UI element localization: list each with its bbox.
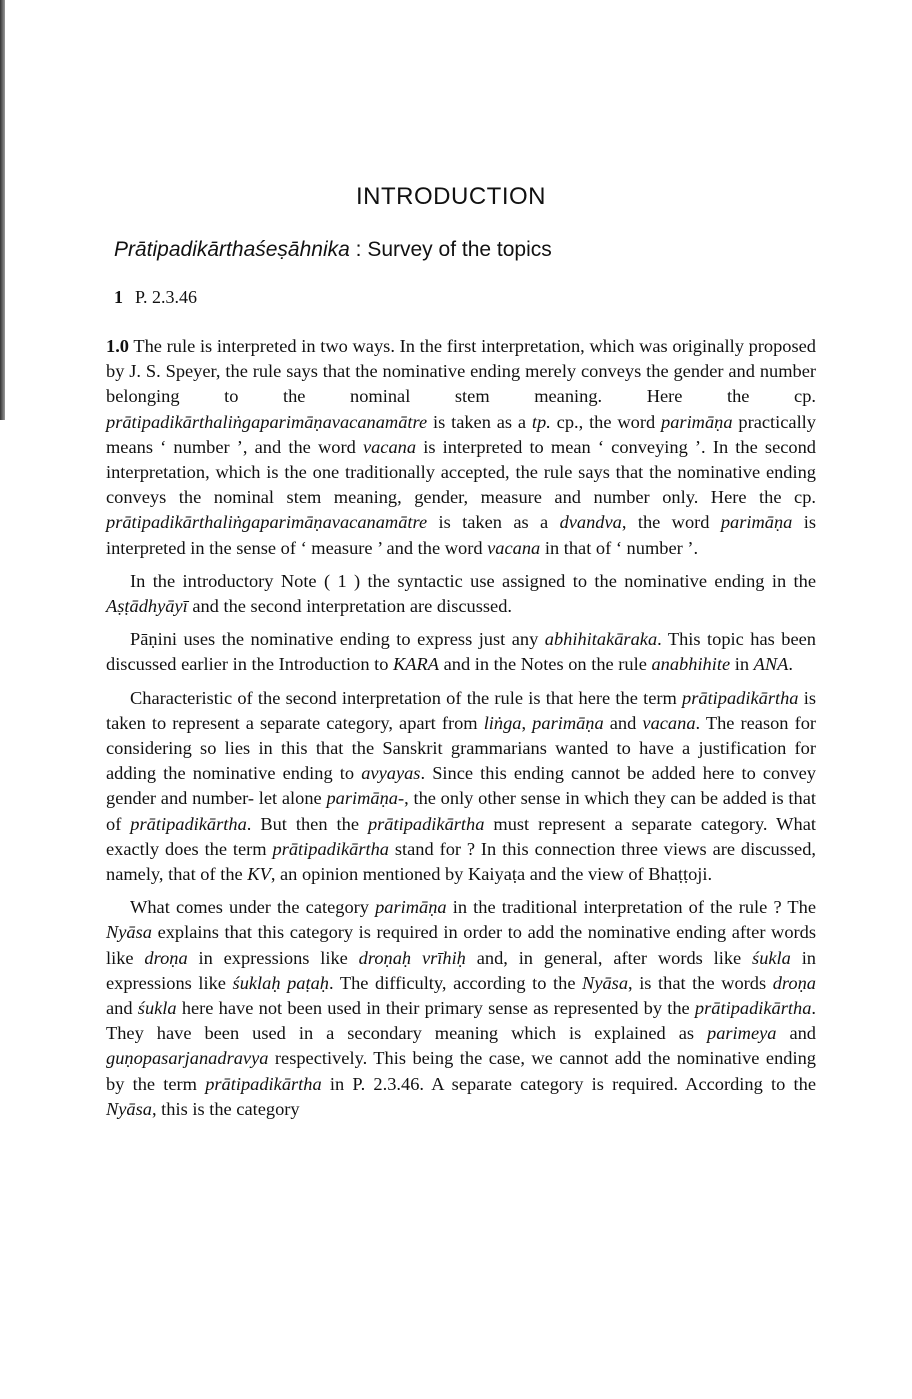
paragraph-number: 1.0: [106, 336, 129, 356]
section-heading: [114, 287, 197, 308]
paragraph-5: What comes under the category parimāṇa in the traditional interpretation of the rule ? The Nyāsa explains that this category is required in order to add the nominative ending after words like droṇa in expressions like droṇaḥ vrīhiḥ and, in general, after words like śukla in expressions like śuklaḥ paṭaḥ. The difficulty, according to the Nyāsa, is that the words droṇa and śukla here have not been used in their primary sense as represented by the prātipadikārtha. They have been used in a secondary meaning which is explained as parimeya and guṇopasarjanadravya respectively. This being the case, we cannot add the nominative ending by the term prātipadikārtha in P. 2.3.46. A separate category is required. According to the Nyāsa, this is the category: [106, 897, 817, 1119]
subtitle-italic: Prātipadikārthaśeṣāhnika: [114, 238, 350, 261]
section-number: 1: [114, 287, 123, 307]
paragraph-2: In the introductory Note ( 1 ) the syntactic use assigned to the nominative ending in the Aṣṭādhyāyī and the second interpretation are discussed.: [106, 570, 816, 617]
page-title: INTRODUCTION: [356, 183, 546, 210]
paragraph-1-text: The rule is interpreted in two ways. In the first interpretation, which was originally proposed by J. S. Speyer, the rule says that the nominative ending merely conveys the gender and number belonging to the nominal stem meaning. Here the cp. prātipadikārthaliṅgaparimāṇavacanamātre is taken as a tp. cp., the word parimāṇa practically means ‘ number ’, and the word vacana is interpreted to mean ‘ conveying ’. In the second interpretation, which is the one traditionally accepted, the rule says that the nominative ending conveys the nominal stem meaning, gender, measure and number only. Here the cp. prātipadikārthaliṅgaparimāṇavacanamātre is taken as a dvandva, the word parimāṇa is interpreted in the sense of ‘ measure ’ and the word vacana in that of ‘ number ’.: [106, 336, 817, 558]
paragraph-3: Pāṇini uses the nominative ending to express just any abhihitakāraka. This topic has been discussed earlier in the Introduction to KARA and in the Notes on the rule anabhihite in ANA.: [106, 629, 816, 675]
paragraph-1: [106, 334, 816, 561]
paragraph-4: Characteristic of the second interpretation of the rule is that here the term prātipadikārtha is taken to represent a separate category, apart from liṅga, parimāṇa and vacana. The reason for considering so lies in this that the Sanskrit grammarians wanted to have a justification for adding the nominative ending to avyayas. Since this ending cannot be added here to convey gender and number- let alone parimāṇa-, the only other sense in which they can be added is that of prātipadikārtha. But then the prātipadikārtha must represent a separate category. What exactly does the term prātipadikārtha stand for ? In this connection three views are discussed, namely, that of the KV, an opinion mentioned by Kaiyaṭa and the view of Bhaṭṭoji.: [106, 687, 817, 885]
subtitle-rest: : Survey of the topics: [349, 238, 552, 261]
section-rule: P. 2.3.46: [135, 287, 198, 307]
section-subtitle: [114, 238, 552, 262]
body-text: [106, 334, 816, 1130]
page-binding-edge: [0, 0, 5, 420]
